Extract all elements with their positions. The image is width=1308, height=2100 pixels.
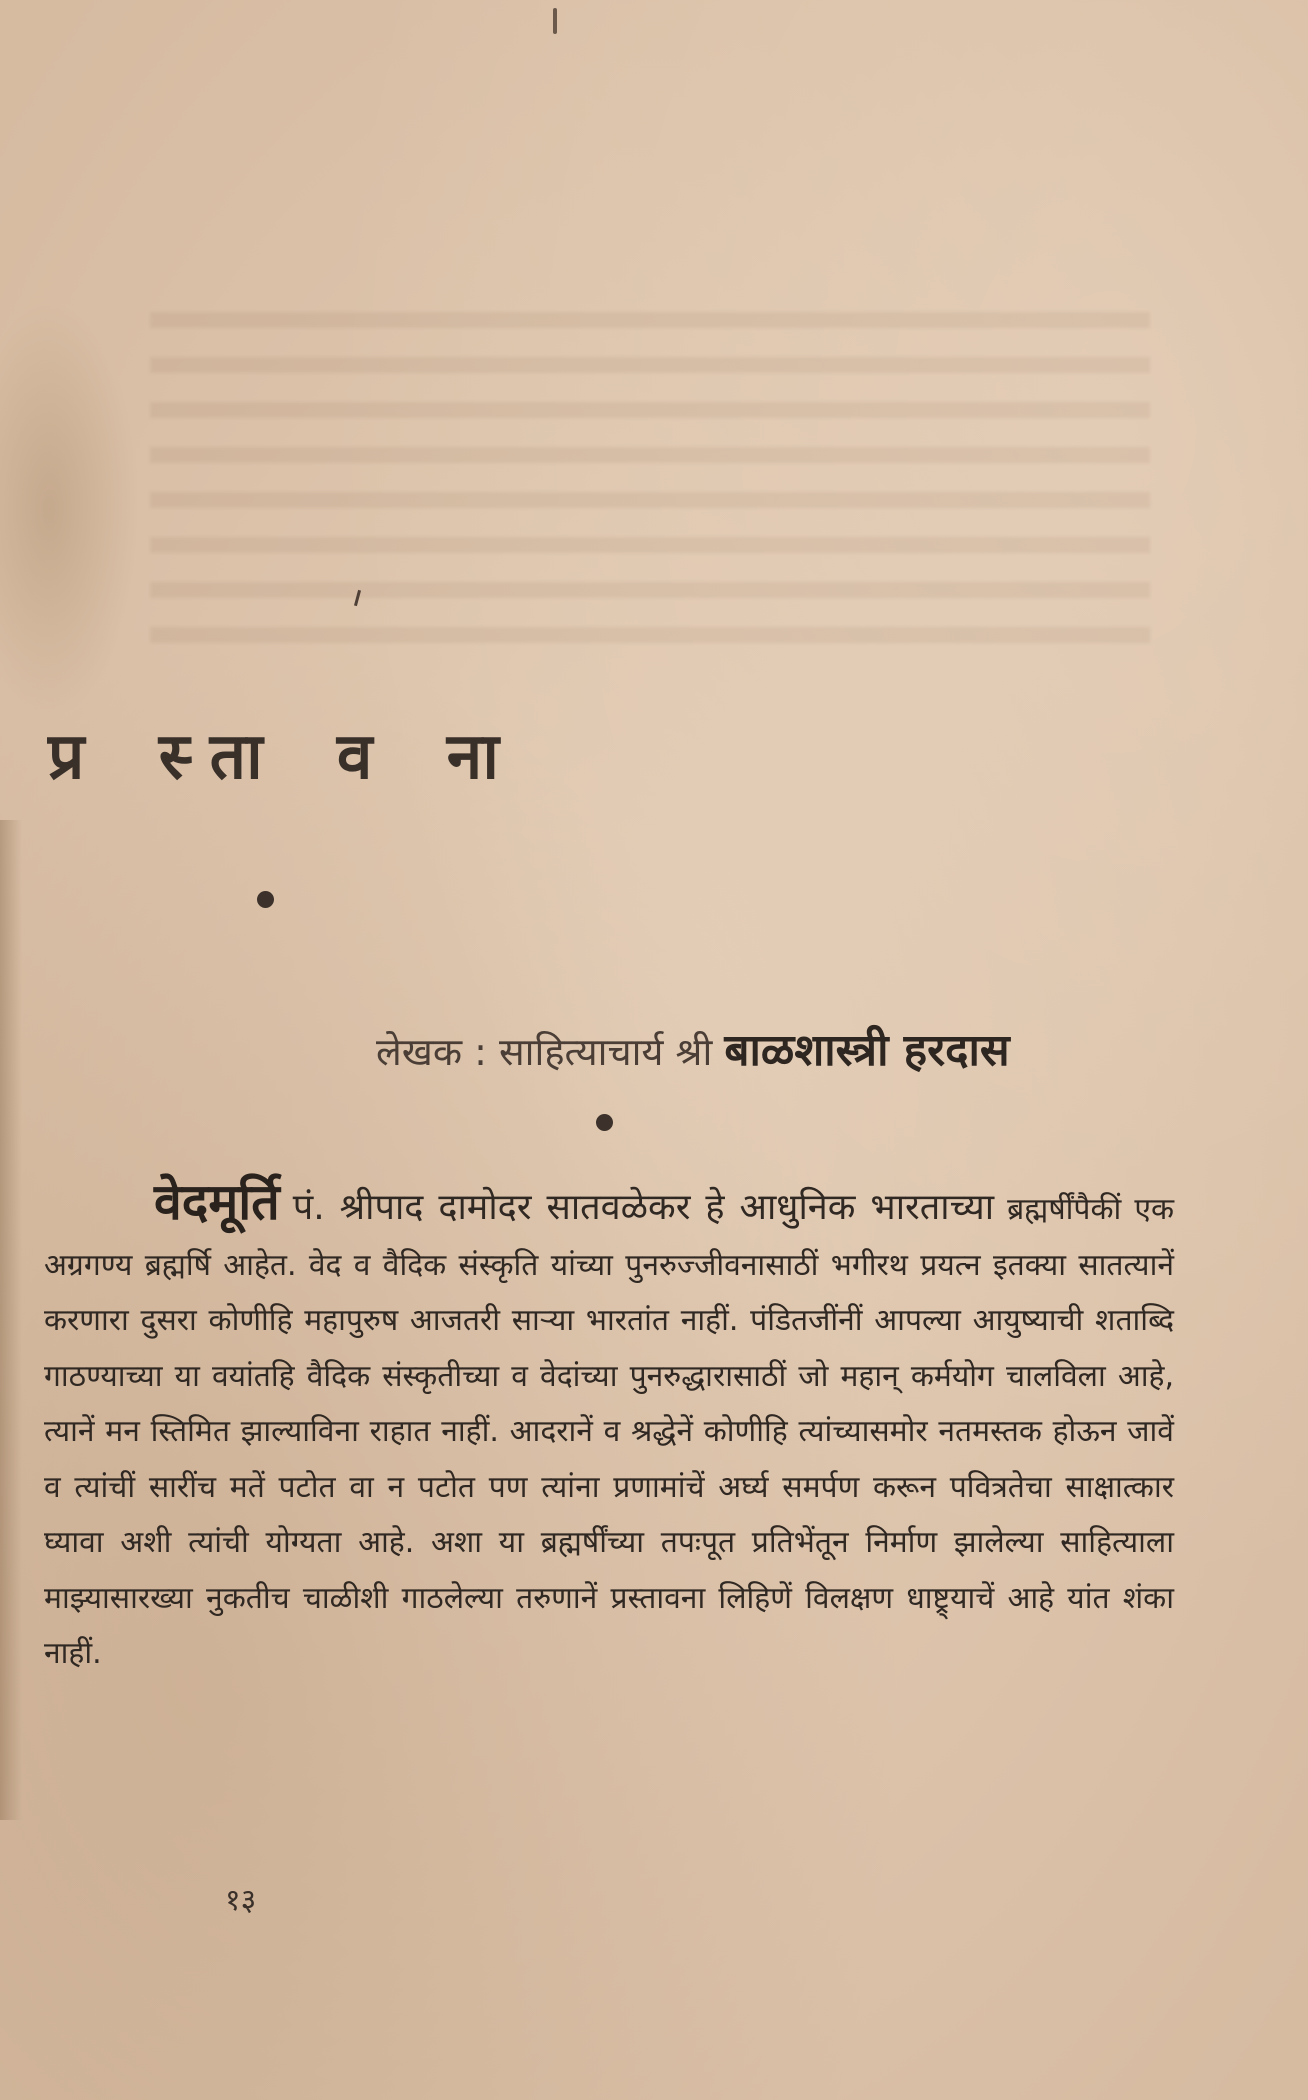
first-line-text: पं. श्रीपाद दामोदर सातवळेकर हे आधुनिक भारताच्या [292,1187,995,1228]
body-paragraph [44,1175,1174,1682]
show-through-text [150,290,1150,670]
page-heading: प्र स्ता व ना [48,720,525,794]
byline-prefix: लेखक : साहित्याचार्य श्री [376,1030,713,1074]
separator-dot [596,1114,613,1131]
paragraph-text: ब्रह्मर्षींपैकीं एक अग्रगण्य ब्रह्मर्षि आहेत. वेद व वैदिक संस्कृति यांच्या पुनरुज्जीवनासाठीं भगीरथ प्रयत्न इतक्या सातत्यानें करणारा दुसरा कोणीहि महापुरुष आजतरी साऱ्या भारतांत नाहीं. पंडितजींनीं आपल्या आयुष्याची शताब्दि गाठण्याच्या या वयांतहि वैदिक संस्कृतीच्या व वेदांच्या पुनरुद्धारासाठीं जो महान् कर्मयोग चालविला आहे, त्यानें मन स्तिमित झाल्याविना राहात नाहीं. आदरानें व श्रद्धेनें कोणीहि त्यांच्यासमोर नतमस्तक होऊन जावें व त्यांचीं सारींच मतें पटोत वा न पटोत पण त्यांना प्रणामांचें अर्घ्य समर्पण करून पवित्रतेचा साक्षात्कार घ्यावा अशी त्यांची योग्यता आहे. अशा या ब्रह्मर्षींच्या तपःपूत प्रतिभेंतून निर्माण झालेल्या साहित्याला माझ्यासारख्या नुकतीच चाळीशी गाठलेल्या तरुणानें प्रस्तावना लिहिणें विलक्षण धाष्ट्र्याचें आहे यांत शंका नाहीं. [44,1192,1174,1671]
top-mark [553,8,557,34]
byline [376,1018,1010,1078]
page-edge-shadow [0,820,22,1820]
separator-dot [257,891,274,908]
paper-stain [0,300,140,720]
byline-author: बाळशास्त्री हरदास [724,1025,1010,1076]
lead-word: वेदमूर्ति [154,1173,280,1231]
page-number: १३ [225,1883,257,1918]
